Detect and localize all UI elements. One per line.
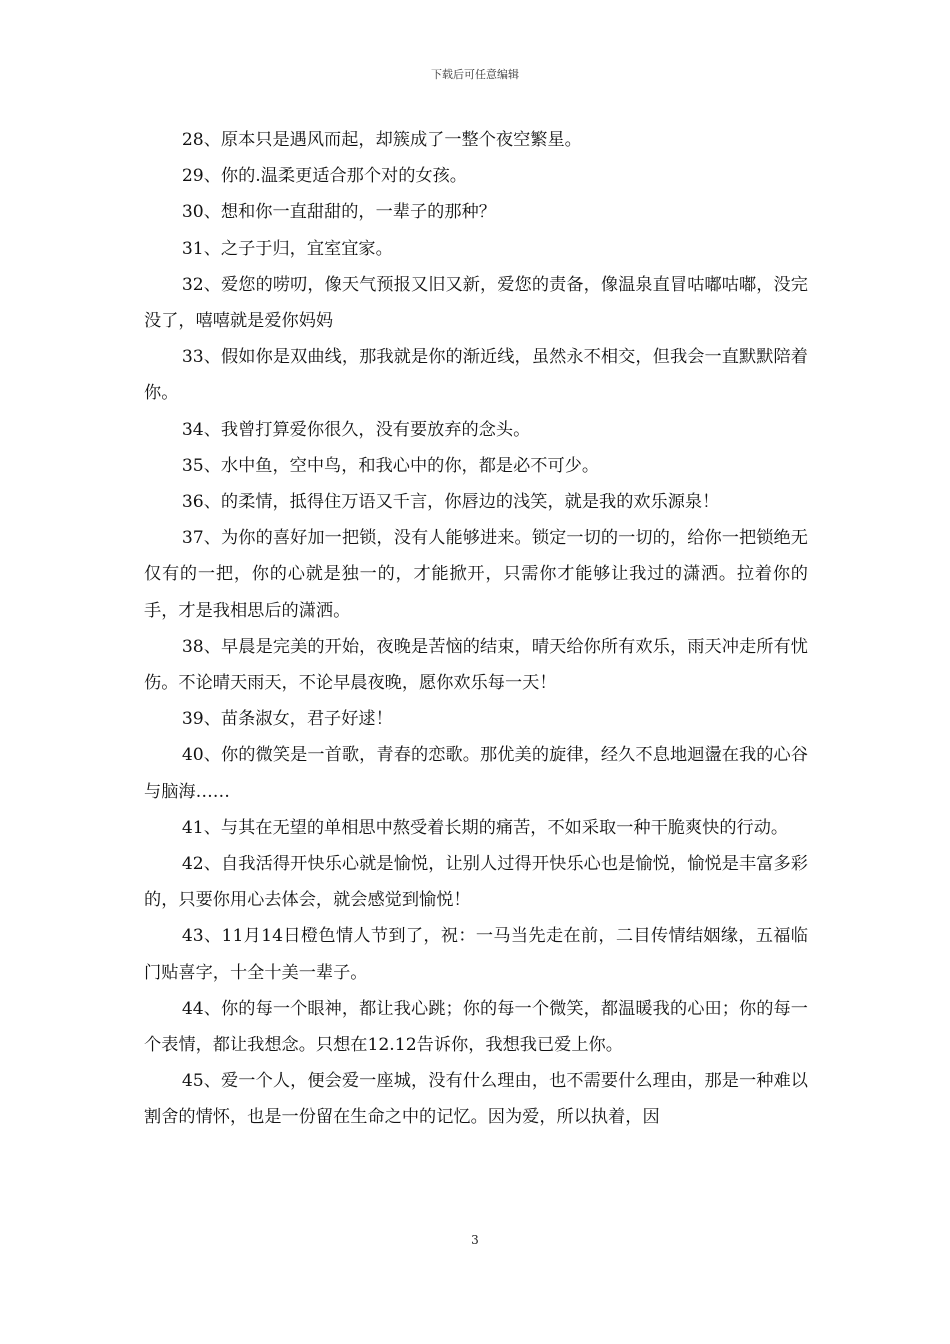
paragraph-37: 37、为你的喜好加一把锁，没有人能够进来。锁定一切的一切的，给你一把锁绝无仅有的一把，你的心就是独一的，才能掀开，只需你才能够让我过的潇洒。拉着你的手，才是我相思后的潇洒。 xyxy=(144,528,808,621)
paragraph-45: 45、爱一个人，便会爱一座城，没有什么理由，也不需要什么理由，那是一种难以割舍的情怀，也是一份留在生命之中的记忆。因为爱，所以执着，因 xyxy=(144,1071,808,1128)
paragraph-39: 39、苗条淑女，君子好逑！ xyxy=(181,709,393,730)
paragraph-31: 31、之子于归，宜室宜家。 xyxy=(181,238,393,259)
paragraph-28: 28、原本只是遇风而起，却簇成了一整个夜空繁星。 xyxy=(181,130,582,150)
paragraph-35: 35、水中鱼，空中鸟，和我心中的你，都是必不可少。 xyxy=(181,455,600,476)
paragraph-33: 33、假如你是双曲线，那我就是你的渐近线，虽然永不相交，但我会一直默默陪着你。 xyxy=(144,347,808,404)
paragraph-30: 30、想和你一直甜甜的，一辈子的那种？ xyxy=(181,202,496,223)
paragraph-38: 38、早晨是完美的开始，夜晚是苦恼的结束，晴天给你所有欢乐，雨天冲走所有忧伤。不论晴天雨天，不论早晨夜晚，愿你欢乐每一天！ xyxy=(144,636,808,694)
paragraph-44: 44、你的每一个眼神，都让我心跳；你的每一个微笑，都温暖我的心田；你的每一个表情，都让我想念。只想在12.12告诉你，我想我已爱上你。 xyxy=(144,998,808,1056)
paragraph-34: 34、我曾打算爱你很久，没有要放弃的念头。 xyxy=(181,419,531,440)
document-body xyxy=(144,122,808,1136)
page-number: 3 xyxy=(471,1233,479,1247)
paragraph-36: 36、的柔情，抵得住万语又千言，你唇边的浅笑，就是我的欢乐源泉！ xyxy=(181,492,720,513)
paragraph-32: 32、爱您的唠叨，像天气预报又旧又新，爱您的责备，像温泉直冒咕嘟咕嘟，没完没了，嘻嘻就是爱你妈妈 xyxy=(144,274,808,332)
paragraph-40: 40、你的微笑是一首歌，青春的恋歌。那优美的旋律，经久不息地迴盪在我的心谷与脑海…… xyxy=(144,745,808,802)
paragraph-42: 42、自我活得开快乐心就是愉悦，让别人过得开快乐心也是愉悦，愉悦是丰富多彩的，只要你用心去体会，就会感觉到愉悦！ xyxy=(144,854,808,911)
page-header: 下载后可任意编辑 xyxy=(431,68,519,81)
paragraph-41: 41、与其在无望的单相思中熬受着长期的痛苦，不如采取一种干脆爽快的行动。 xyxy=(181,817,789,838)
paragraph-43: 43、11月14日橙色情人节到了，祝：一马当先走在前，二目传情结姻缘，五福临门贴喜字，十全十美一辈子。 xyxy=(144,926,808,983)
paragraph-29: 29、你的.温柔更适合那个对的女孩。 xyxy=(181,166,467,187)
